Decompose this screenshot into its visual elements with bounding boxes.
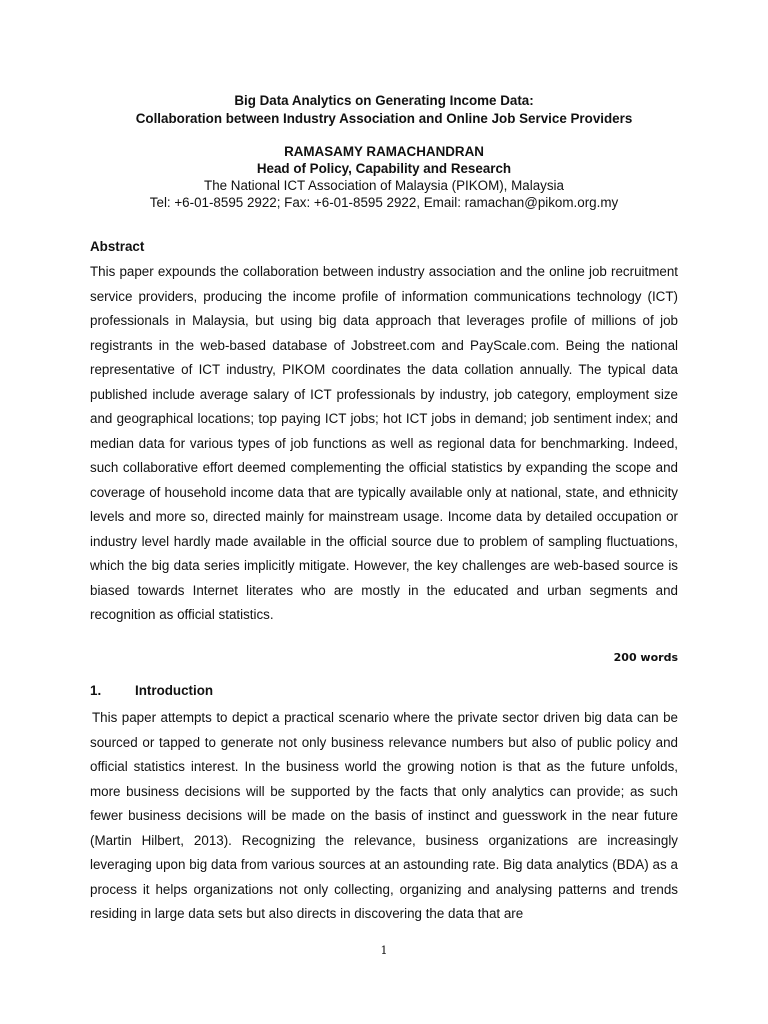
author-position: Head of Policy, Capability and Research: [256, 161, 512, 176]
section-title: Introduction: [135, 683, 214, 698]
abstract-heading: Abstract: [90, 239, 145, 254]
paper-title-line-1: Big Data Analytics on Generating Income Data:: [234, 93, 534, 108]
author-name: RAMASAMY RAMACHANDRAN: [284, 144, 484, 159]
author-affiliation: The National ICT Association of Malaysia (PIKOM), Malaysia: [204, 178, 564, 193]
author-contact: Tel: +6-01-8595 2922; Fax: +6-01-8595 2922, Email: ramachan@pikom.org.my: [149, 195, 619, 210]
paper-header: [88, 92, 680, 211]
introduction-text: This paper attempts to depict a practical scenario where the private sector driven big data can be sourced or tapped to generate not only business relevance numbers but also of public policy and official statistics interest. In the business world the growing notion is that as the future unfolds, more business decisions will be supported by the facts that only analytics can provide; as such fewer business decisions will be made on the basis of instinct and guesswork in the near future (Martin Hilbert, 2013). Recognizing the relevance, business organizations are increasingly leveraging upon big data from various sources at an astounding rate. Big data analytics (BDA) as a process it helps organizations not only collecting, organizing and analysing patterns and trends residing in large data sets but also directs in discovering the data that are: [90, 710, 678, 921]
section-number: 1.: [90, 683, 102, 698]
abstract-text: This paper expounds the collaboration between industry association and the online job recruitment service providers, producing the income profile of information communications technology (ICT) professionals in Malaysia, but using big data approach that leverages profile of millions of job registrants in the web-based database of Jobstreet.com and PayScale.com. Being the national representative of ICT industry, PIKOM coordinates the data collation annually. The typical data published include average salary of ICT professionals by industry, job category, employment size and geographical locations; top paying ICT jobs; hot ICT jobs in demand; job sentiment index; and median data for various types of job functions as well as regional data for benchmarking. Indeed, such collaborative effort deemed complementing the official statistics by expanding the scope and coverage of household income data that are typically available only at national, state, and ethnicity levels and more so, directed mainly for mainstream usage. Income data by detailed occupation or industry level hardly made available in the official source due to problem of sampling fluctuations, which the big data series implicitly mitigate. However, the key challenges are web-based source is biased towards Internet literates who are mostly in the educated and urban segments and recognition as official statistics.: [90, 264, 678, 622]
introduction-heading: [90, 682, 213, 700]
abstract-word-count: 200 words: [613, 651, 678, 664]
page-number: 1: [380, 944, 388, 957]
paper-title-line-2: Collaboration between Industry Association and Online Job Service Providers: [135, 111, 633, 126]
author-block: [88, 143, 680, 211]
